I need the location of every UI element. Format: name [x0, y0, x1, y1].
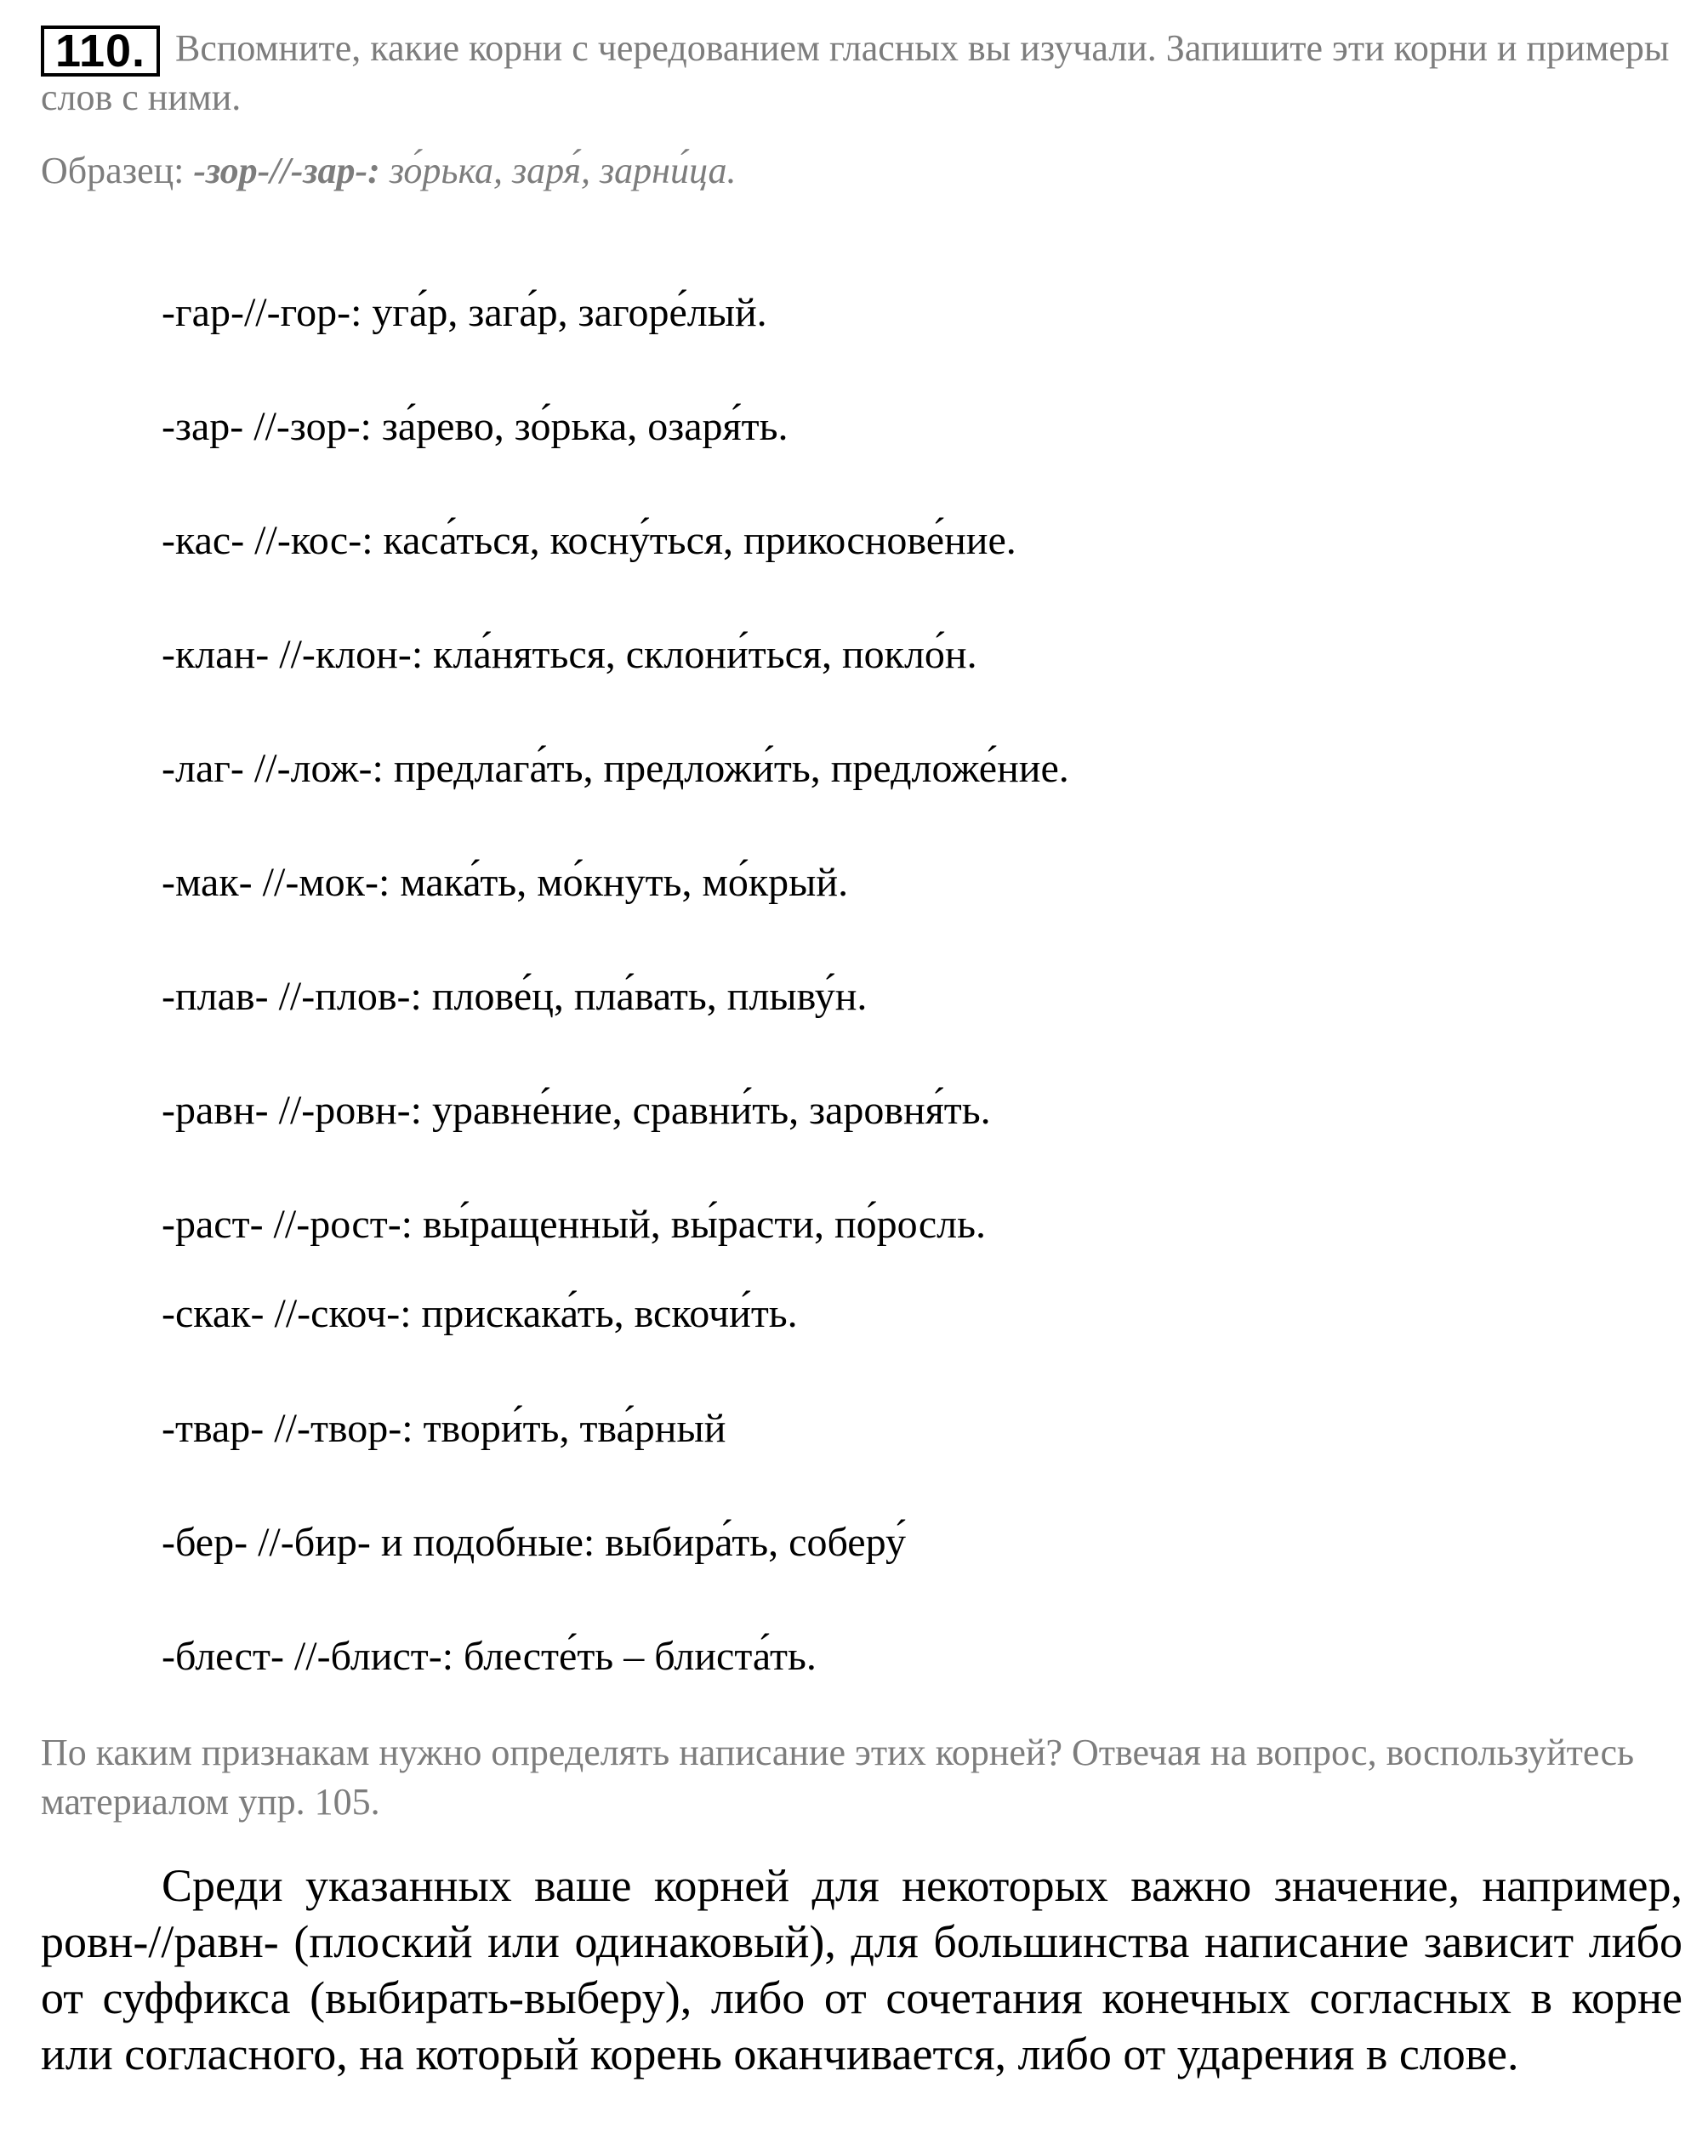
- answer-line-lag-lozh: -лаг- //-лож-: предлага́ть, предложи́ть, предложе́ние.: [162, 746, 1069, 791]
- sample-root: -зор-//-зар-:: [193, 150, 380, 191]
- task-instruction: Вспомните, какие корни с чередованием гласных вы изучали. Запишите эти корни и примеры слов с ними.: [41, 27, 1670, 118]
- answer-line-gar-gor: -гар-//-гор-: уга́р, зага́р, загоре́лый.: [162, 290, 767, 335]
- answer-line-skak-skoch: -скак- //-скоч-: прискака́ть, вскочи́ть.: [162, 1291, 798, 1336]
- task-number: 110.: [41, 26, 160, 77]
- answer-line-zar-zor: -зар- //-зор-: за́рево, зо́рька, озаря́ть.: [162, 404, 789, 449]
- sample: [41, 146, 737, 196]
- answer-line-plav-plov: -плав- //-плов-: плове́ц, пла́вать, плыву́н.: [162, 974, 868, 1019]
- answer-line-tvar-tvor: -твар- //-твор-: твори́ть, тва́рный: [162, 1406, 726, 1451]
- answer-line-ber-bir: -бер- //-бир- и подобные: выбира́ть, соберу́: [162, 1520, 906, 1565]
- question: По каким признакам нужно определять написание этих корней? Отвечая на вопрос, воспользуйтесь материалом упр. 105.: [41, 1732, 1635, 1823]
- answer-line-klan-klon: -клан- //-клон-: кла́няться, склони́ться, покло́н.: [162, 632, 977, 677]
- sample-label: Образец:: [41, 150, 185, 191]
- answer-line-ravn-rovn: -равн- //-ровн-: уравне́ние, сравни́ть, заровня́ть.: [162, 1088, 991, 1133]
- answer-line-mak-mok: -мак- //-мок-: мака́ть, мо́кнуть, мо́крый.: [162, 860, 849, 905]
- answer-line-kas-kos: -кас- //-кос-: каса́ться, косну́ться, прикоснове́ние.: [162, 518, 1016, 563]
- answer-line-rast-rost: -раст- //-рост-: вы́ращенный, вы́расти, по́росль.: [162, 1202, 987, 1247]
- answer-paragraph: Среди указанных ваше корней для некоторых важно значение, например, ровн-//равн- (плоский или одинаковый), для большинства написание зависит либо от суффикса (выбирать-выберу), либо от сочетания конечных согласных в корне или согласного, на который корень оканчивается, либо от ударения в слове.: [41, 1860, 1682, 2079]
- sample-words: зо́рька, заря́, зарни́ца.: [389, 150, 737, 191]
- answer-line-blest-blist: -блест- //-блист-: блесте́ть – блиста́ть.: [162, 1634, 817, 1679]
